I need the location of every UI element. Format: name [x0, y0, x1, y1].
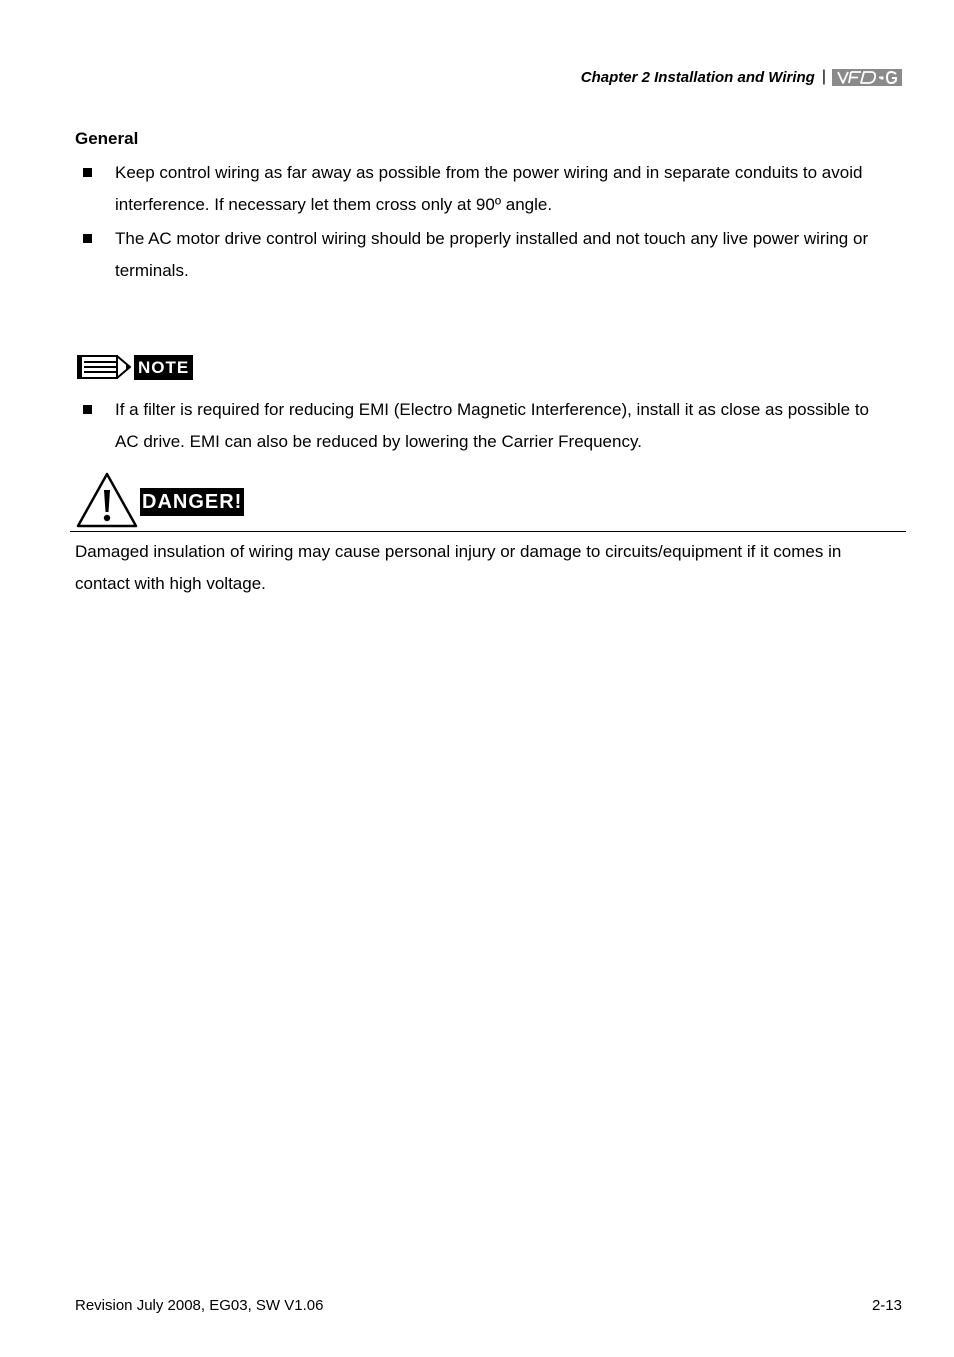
header-separator: | [821, 68, 826, 85]
chapter-title: Chapter 2 Installation and Wiring [580, 68, 815, 86]
pencil-icon [76, 353, 132, 381]
note-bullet-list [83, 394, 883, 460]
list-item [83, 223, 883, 286]
square-bullet-icon [83, 168, 92, 177]
danger-divider [70, 531, 906, 532]
note-badge [76, 353, 193, 381]
bullet-text: The AC motor drive control wiring should be properly installed and not touch any live power wiring or terminals. [115, 229, 869, 280]
footer-revision: Revision July 2008, EG03, SW V1.06 [75, 1297, 324, 1314]
general-bullet-list [83, 157, 883, 289]
page-header [581, 68, 902, 86]
list-item [83, 394, 883, 457]
square-bullet-icon [83, 405, 92, 414]
footer-page-number: 2-13 [871, 1297, 902, 1314]
bullet-text: If a filter is required for reducing EMI (Electro Magnetic Interference), install it as close as possible to AC drive. EMI can also be reduced by lowering the Carrier Frequency. [115, 400, 869, 451]
bullet-text: Keep control wiring as far away as possible from the power wiring and in separate conduits to avoid interference. If necessary let them cross only at 90º angle. [115, 163, 863, 214]
danger-label: DANGER! [140, 488, 244, 516]
vfd-g-logo-icon [832, 69, 902, 86]
list-item [83, 157, 883, 220]
note-label: NOTE [134, 355, 193, 380]
square-bullet-icon [83, 234, 92, 243]
danger-text: Damaged insulation of wiring may cause personal injury or damage to circuits/equipment if it comes in contact with high voltage. [75, 542, 842, 593]
warning-triangle-icon [76, 472, 138, 528]
danger-badge [76, 472, 244, 528]
general-heading: General [75, 129, 139, 148]
